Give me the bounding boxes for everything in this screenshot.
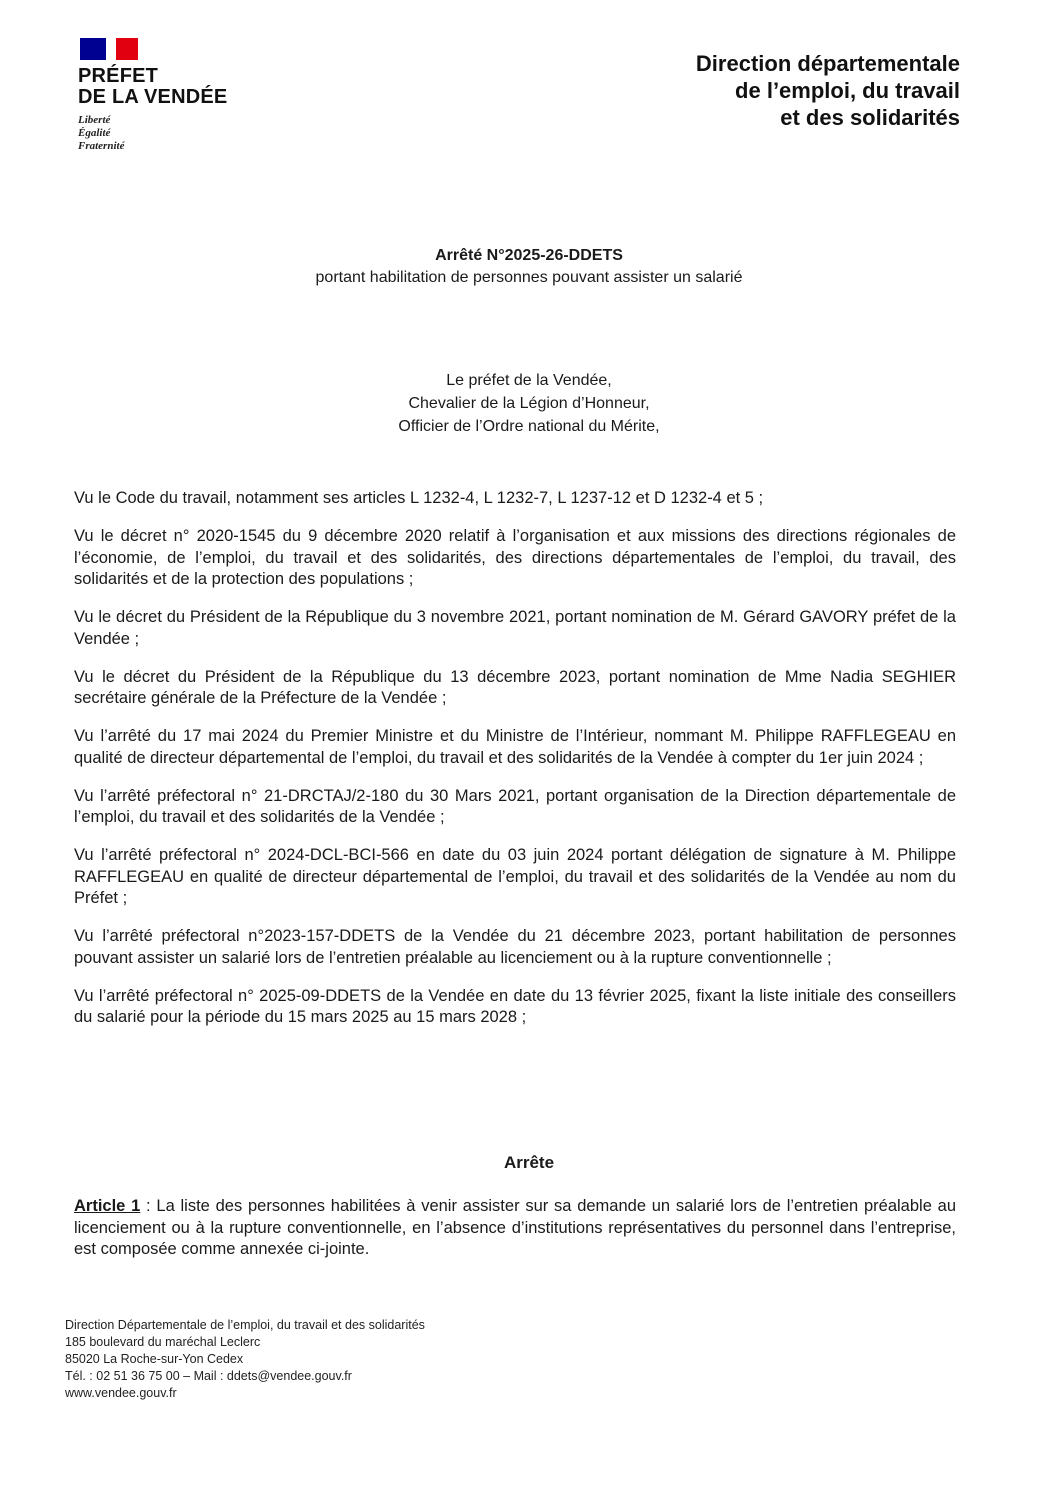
flag-white: [106, 38, 116, 60]
prefect-line3: Officier de l’Ordre national du Mérite,: [398, 418, 660, 435]
consideration-item: Vu le décret du Président de la République du 3 novembre 2021, portant nomination de M. Gérard GAVORY préfet de la Vendée ;: [74, 608, 956, 648]
consideration-item: Vu l’arrêté préfectoral n° 2025-09-DDETS de la Vendée en date du 13 février 2025, fixant la liste initiale des conseillers du salarié pour la période du 15 mars 2025 au 15 mars 2028 ;: [74, 986, 956, 1026]
footer-street: 185 boulevard du maréchal Leclerc: [65, 1335, 261, 1349]
prefect-line1: Le préfet de la Vendée,: [446, 372, 612, 389]
prefecture-logo: [78, 38, 278, 153]
marianne-flag-icon: [80, 38, 138, 60]
footer-contact: [65, 1317, 425, 1402]
considerations-list: [74, 488, 956, 1045]
republic-motto: [78, 114, 278, 153]
direction-line1: Direction départementale: [695, 51, 960, 76]
footer-city: 85020 La Roche-sur-Yon Cedex: [65, 1352, 244, 1366]
consideration-item: Vu l’arrêté préfectoral n° 21-DRCTAJ/2-180 du 30 Mars 2021, portant organisation de la Direction départementale de l’emploi, du travail et des solidarités de la Vendée ;: [74, 786, 956, 826]
footer-website: www.vendee.gouv.fr: [65, 1386, 177, 1400]
decree-title: Arrêté N°2025-26-DDETS: [435, 247, 623, 264]
prefet-line1: PRÉFET: [78, 65, 159, 87]
motto-liberte: Liberté: [78, 114, 111, 126]
flag-blue: [80, 38, 106, 60]
consideration-item: Vu l’arrêté préfectoral n° 2024-DCL-BCI-566 en date du 03 juin 2024 portant délégation de signature à M. Philippe RAFFLEGEAU en qualité de directeur départemental de l’emploi, du travail et des solidarités de la Vendée au nom du Préfet ;: [74, 846, 956, 907]
motto-fraternite: Fraternité: [78, 140, 125, 152]
consideration-item: Vu l’arrêté préfectoral n°2023-157-DDETS de la Vendée du 21 décembre 2023, portant habilitation de personnes pouvant assister un salarié lors de l’entretien préalable au licenciement ou à la rupture conventionnelle ;: [74, 927, 956, 967]
prefet-line2: DE LA VENDÉE: [78, 86, 228, 108]
prefect-credentials: [0, 369, 1058, 438]
motto-egalite: Égalité: [78, 127, 111, 139]
prefect-line2: Chevalier de la Légion d’Honneur,: [408, 395, 650, 412]
consideration-item: Vu le décret du Président de la République du 13 décembre 2023, portant nomination de Mme Nadia SEGHIER secrétaire générale de la Préfecture de la Vendée ;: [74, 667, 956, 707]
footer-org: Direction Départementale de l’emploi, du travail et des solidarités: [65, 1318, 425, 1332]
prefet-title: [78, 66, 278, 108]
article-1-label: Article 1: [74, 1197, 141, 1215]
consideration-item: Vu le Code du travail, notamment ses articles L 1232-4, L 1232-7, L 1237-12 et D 1232-4 et 5 ;: [74, 489, 764, 507]
consideration-item: Vu le décret n° 2020-1545 du 9 décembre 2020 relatif à l’organisation et aux missions des directions régionales de l’économie, de l’emploi, du travail et des solidarités, des directions départementales de l’emploi, du travail, des solidarités et de la protection des populations ;: [74, 527, 956, 588]
decree-title-block: [0, 246, 1058, 289]
footer-phone-mail: Tél. : 02 51 36 75 00 – Mail : ddets@vendee.gouv.fr: [65, 1369, 352, 1383]
arrete-heading: Arrête: [503, 1153, 555, 1172]
decree-subtitle: portant habilitation de personnes pouvant assister un salarié: [315, 269, 743, 286]
consideration-item: Vu l’arrêté du 17 mai 2024 du Premier Ministre et du Ministre de l’Intérieur, nommant M. Philippe RAFFLEGEAU en qualité de directeur départemental de l’emploi, du travail et des solidarités de la Vendée à compter du 1er juin 2024 ;: [74, 727, 956, 767]
direction-line2: de l’emploi, du travail: [735, 78, 960, 103]
article-1: [74, 1196, 956, 1261]
article-1-text: : La liste des personnes habilitées à venir assister sur sa demande un salarié lors de l’entretien préalable au licenciement ou à la rupture conventionnelle, en l’absence d’institutions représentatives du personnel dans l’entreprise, est composée comme annexée ci-jointe.: [74, 1197, 956, 1258]
flag-red: [116, 38, 138, 60]
direction-header: [696, 50, 960, 131]
direction-line3: et des solidarités: [780, 105, 960, 130]
